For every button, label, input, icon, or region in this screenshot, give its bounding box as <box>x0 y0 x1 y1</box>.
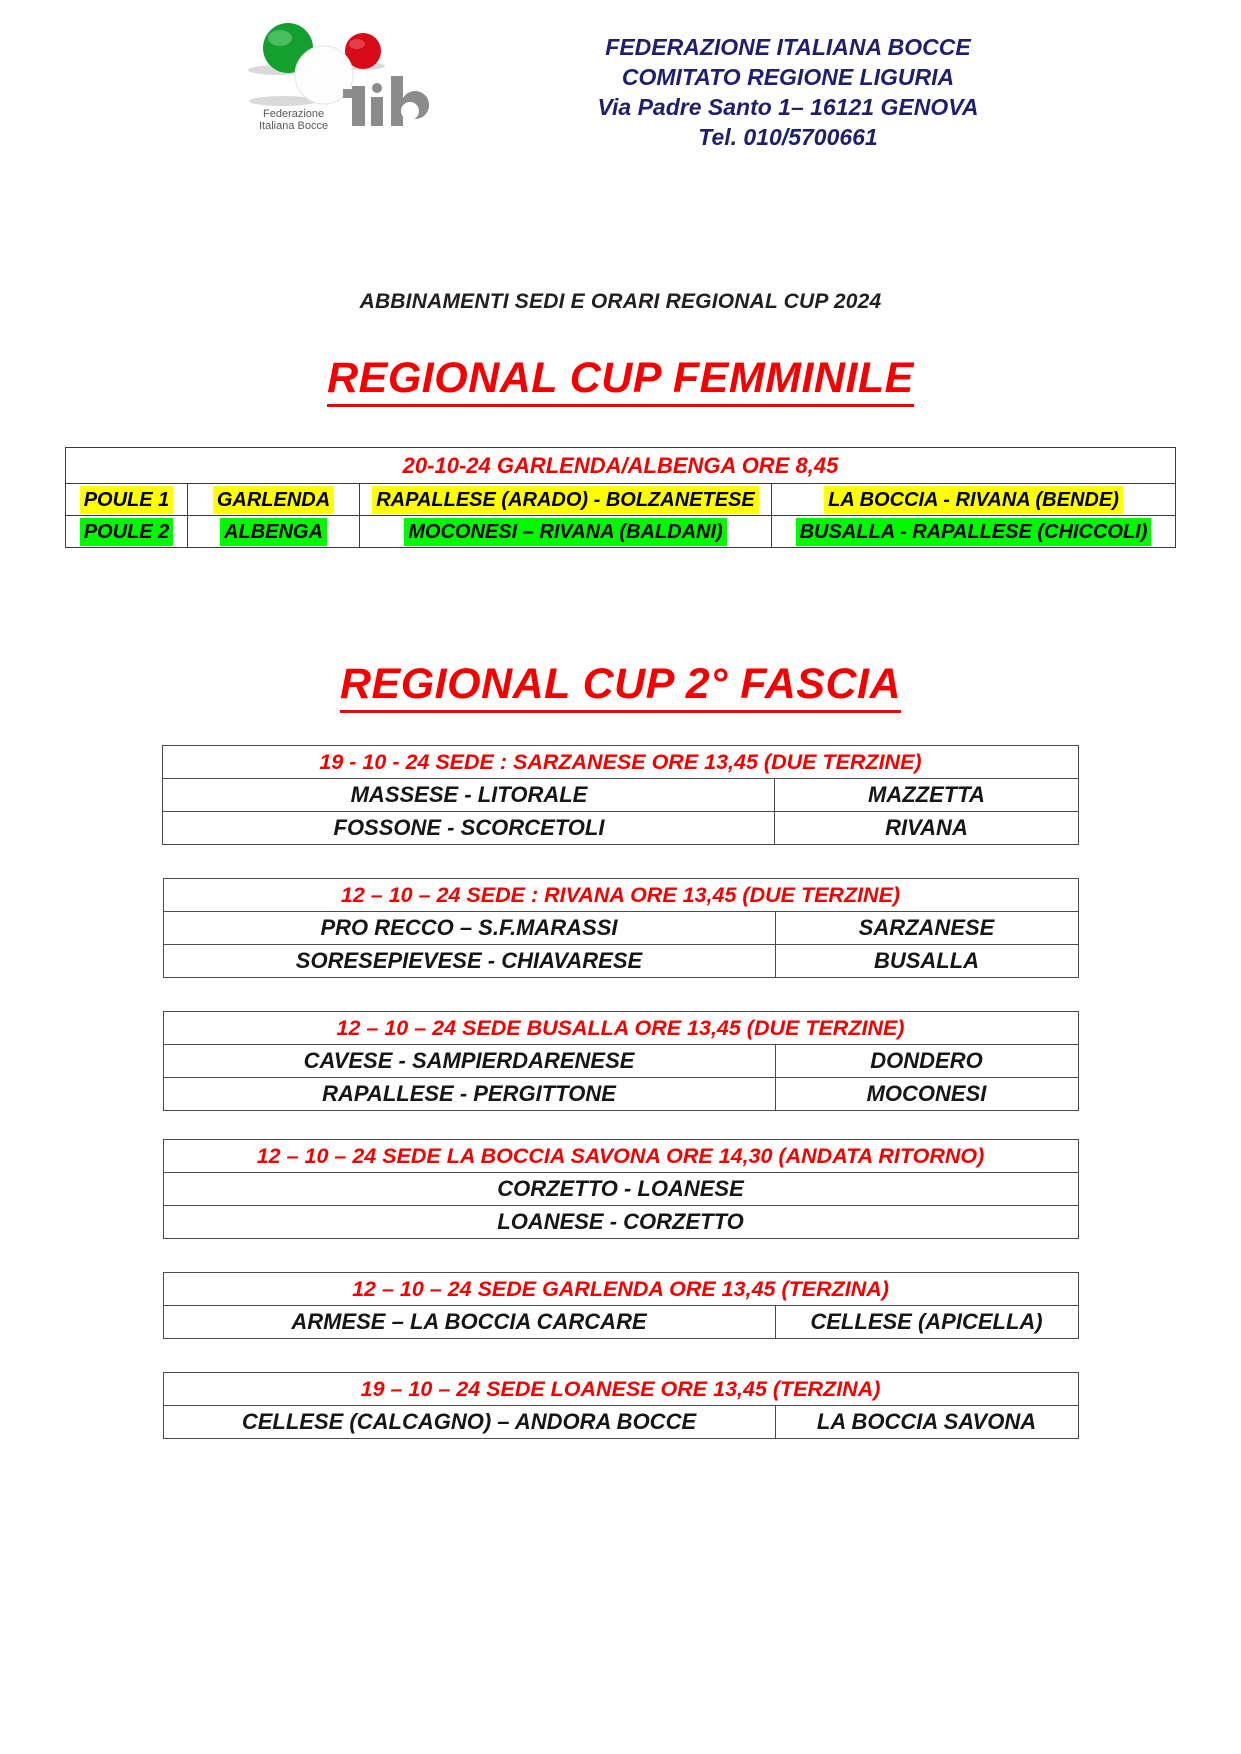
section-3-row-1-right: DONDERO <box>775 1045 1078 1078</box>
section-header-row <box>163 1373 1078 1406</box>
section-1-row-2-right: RIVANA <box>775 812 1078 845</box>
table-row <box>163 945 1078 978</box>
spacer <box>0 978 1241 1011</box>
org-line-phone: Tel. 010/5700661 <box>698 124 878 150</box>
fascia-section-2 <box>163 878 1079 978</box>
table-row <box>65 516 1175 548</box>
section-2-header: 12 – 10 – 24 SEDE : RIVANA ORE 13,45 (DUE TERZINE) <box>163 879 1078 912</box>
venue-1 <box>187 484 359 516</box>
table-row <box>163 812 1078 845</box>
match-2-left-text: MOCONESI – RIVANA (BALDANI) <box>404 518 726 546</box>
match-2-right <box>771 516 1175 548</box>
section-1-row-2-left: FOSSONE - SCORCETOLI <box>163 812 775 845</box>
section-header-row <box>163 1140 1078 1173</box>
table-row <box>163 1206 1078 1239</box>
fascia-section-5 <box>163 1272 1079 1339</box>
fib-logo <box>245 18 445 138</box>
section-4-header: 12 – 10 – 24 SEDE LA BOCCIA SAVONA ORE 14,30 (ANDATA RITORNO) <box>163 1140 1078 1173</box>
section-1-row-1-right: MAZZETTA <box>775 779 1078 812</box>
page-header <box>0 0 1241 150</box>
section-2-row-2-right: BUSALLA <box>775 945 1078 978</box>
venue-1-text: GARLENDA <box>213 486 334 514</box>
section-3-row-1-left: CAVESE - SAMPIERDARENESE <box>163 1045 775 1078</box>
section-3-row-2-right: MOCONESI <box>775 1078 1078 1111</box>
spacer <box>0 709 1241 745</box>
page-title-fascia-text: REGIONAL CUP 2° FASCIA <box>340 660 901 713</box>
fascia-section-1 <box>162 745 1078 845</box>
spacer <box>0 1111 1241 1139</box>
section-header-row <box>163 746 1078 779</box>
spacer <box>0 1339 1241 1372</box>
section-2-row-1-right: SARZANESE <box>775 912 1078 945</box>
section-3-header: 12 – 10 – 24 SEDE BUSALLA ORE 13,45 (DUE TERZINE) <box>163 1012 1078 1045</box>
document-subtitle: ABBINAMENTI SEDI E ORARI REGIONAL CUP 2024 <box>359 290 882 313</box>
section-5-header: 12 – 10 – 24 SEDE GARLENDA ORE 13,45 (TERZINA) <box>163 1273 1078 1306</box>
logo-caption-line1: Federazione <box>263 108 325 120</box>
match-1-right-text: LA BOCCIA - RIVANA (BENDE) <box>824 486 1123 514</box>
table-row <box>163 1078 1078 1111</box>
section-1-header: 19 - 10 - 24 SEDE : SARZANESE ORE 13,45 (DUE TERZINE) <box>163 746 1078 779</box>
section-4-row-1: CORZETTO - LOANESE <box>163 1173 1078 1206</box>
venue-2 <box>187 516 359 548</box>
poule-2-text: POULE 2 <box>80 518 174 546</box>
spacer <box>0 845 1241 878</box>
section-6-row-1-right: LA BOCCIA SAVONA <box>775 1406 1078 1439</box>
femminile-table <box>65 447 1176 548</box>
org-line-federation: FEDERAZIONE ITALIANA BOCCE <box>605 34 971 60</box>
section-4-row-2: LOANESE - CORZETTO <box>163 1206 1078 1239</box>
section-header-row <box>163 879 1078 912</box>
femminile-header-cell: 20-10-24 GARLENDA/ALBENGA ORE 8,45 <box>65 448 1175 484</box>
spacer <box>0 1239 1241 1272</box>
section-2-row-2-left: SORESEPIEVESE - CHIAVARESE <box>163 945 775 978</box>
poule-label-1 <box>65 484 187 516</box>
table-row <box>65 484 1175 516</box>
page-title-fascia <box>0 660 1241 709</box>
table-row <box>163 1306 1078 1339</box>
fascia-section-6 <box>163 1372 1079 1439</box>
table-row <box>163 912 1078 945</box>
venue-2-text: ALBENGA <box>220 518 327 546</box>
section-6-header: 19 – 10 – 24 SEDE LOANESE ORE 13,45 (TERZINA) <box>163 1373 1078 1406</box>
section-3-row-2-left: RAPALLESE - PERGITTONE <box>163 1078 775 1111</box>
section-header-row <box>163 1012 1078 1045</box>
fib-logo-graphic <box>245 18 435 138</box>
table-row <box>163 1406 1078 1439</box>
match-1-left-text: RAPALLESE (ARADO) - BOLZANETESE <box>372 486 759 514</box>
logo-caption-line2: Italiana Bocce <box>259 120 329 132</box>
section-5-row-1-right: CELLESE (APICELLA) <box>775 1306 1078 1339</box>
match-2-left <box>359 516 771 548</box>
match-1-right <box>771 484 1175 516</box>
org-line-address: Via Padre Santo 1– 16121 GENOVA <box>597 94 979 120</box>
section-6-row-1-left: CELLESE (CALCAGNO) – ANDORA BOCCE <box>163 1406 775 1439</box>
femminile-header-row <box>65 448 1175 484</box>
page-title-femminile <box>0 354 1241 403</box>
fascia-section-4 <box>163 1139 1079 1239</box>
poule-label-2 <box>65 516 187 548</box>
section-1-row-1-left: MASSESE - LITORALE <box>163 779 775 812</box>
organization-block <box>445 18 1241 152</box>
poule-1-text: POULE 1 <box>80 486 174 514</box>
section-2-row-1-left: PRO RECCO – S.F.MARASSI <box>163 912 775 945</box>
section-5-row-1-left: ARMESE – LA BOCCIA CARCARE <box>163 1306 775 1339</box>
match-1-left <box>359 484 771 516</box>
match-2-right-text: BUSALLA - RAPALLESE (CHICCOLI) <box>796 518 1152 546</box>
page-title-femminile-text: REGIONAL CUP FEMMINILE <box>327 354 914 407</box>
section-header-row <box>163 1273 1078 1306</box>
table-row <box>163 779 1078 812</box>
table-row <box>163 1173 1078 1206</box>
fascia-section-3 <box>163 1011 1079 1111</box>
org-line-committee: COMITATO REGIONE LIGURIA <box>621 64 955 90</box>
table-row <box>163 1045 1078 1078</box>
